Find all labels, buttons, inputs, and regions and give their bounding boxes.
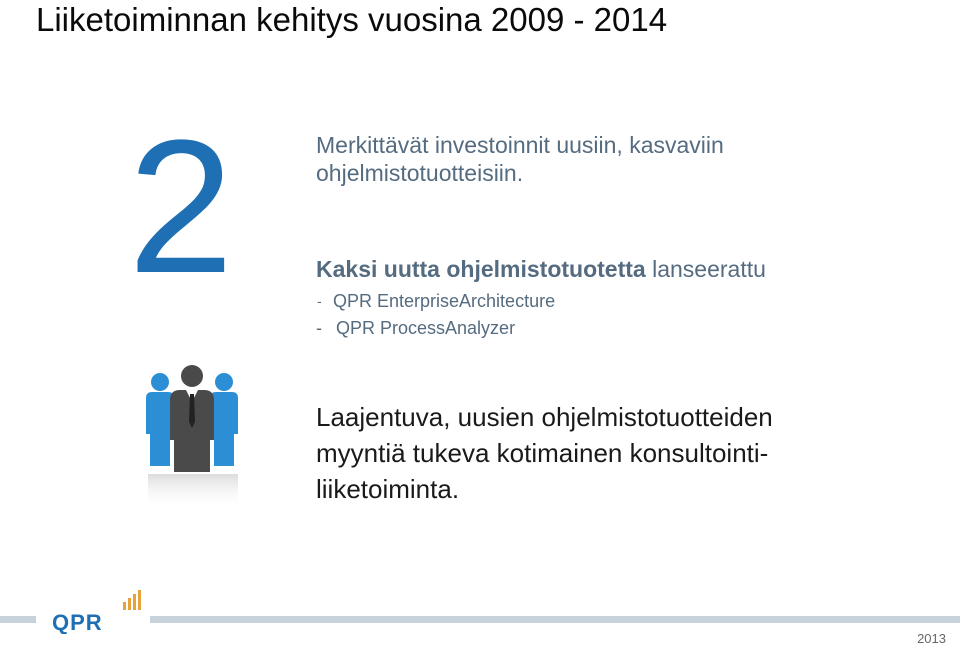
list-item — [316, 315, 555, 342]
footer-divider-right — [150, 616, 960, 623]
person-left-icon — [146, 373, 174, 466]
logo-bars-icon — [123, 590, 141, 610]
paragraph-investments-line2: ohjelmistotuotteisiin. — [316, 160, 524, 186]
paragraph-consulting — [316, 399, 773, 507]
bullet-dash: - — [317, 293, 322, 309]
people-group-icon — [138, 362, 248, 512]
paragraph-new-products-rest: lanseerattu — [645, 256, 766, 282]
list-item — [316, 288, 555, 315]
paragraph-consulting-line3: liiketoiminta. — [316, 474, 460, 504]
footer-year: 2013 — [917, 631, 946, 646]
paragraph-new-products — [316, 254, 766, 284]
list-item-text: QPR ProcessAnalyzer — [336, 318, 516, 338]
slide-title: Liiketoiminnan kehitys vuosina 2009 - 2014 — [36, 1, 668, 38]
list-item-text: QPR EnterpriseArchitecture — [333, 291, 556, 311]
big-number: 2 — [128, 101, 234, 313]
logo-text: QPR — [52, 610, 103, 634]
product-list — [316, 288, 555, 342]
person-center-icon — [170, 365, 214, 472]
paragraph-new-products-bold: Kaksi uutta ohjelmistotuotetta — [316, 256, 646, 282]
paragraph-investments — [316, 131, 724, 187]
person-right-icon — [210, 373, 238, 466]
paragraph-consulting-line1: Laajentuva, uusien ohjelmistotuotteiden — [316, 402, 773, 432]
footer-divider-left — [0, 616, 36, 623]
bullet-dash: - — [316, 318, 322, 338]
paragraph-consulting-line2: myyntiä tukeva kotimainen konsultointi- — [316, 438, 769, 468]
paragraph-investments-line1: Merkittävät investoinnit uusiin, kasvaviin — [316, 132, 724, 158]
qpr-logo — [48, 590, 148, 634]
